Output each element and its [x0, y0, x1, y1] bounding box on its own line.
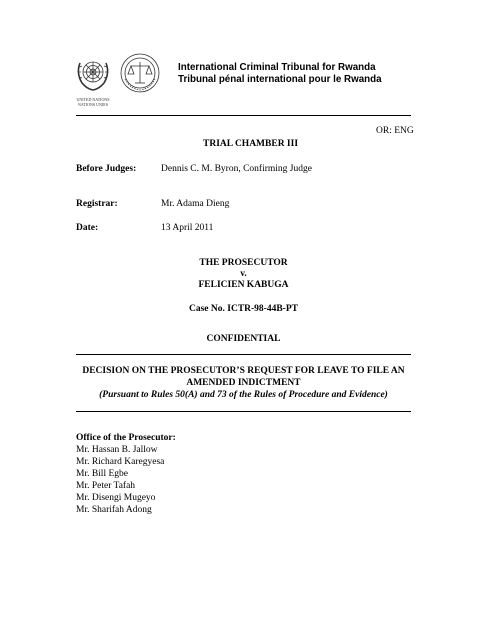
tribunal-name-fr: Tribunal pénal international pour le Rwanda — [178, 74, 382, 85]
un-caption-line2: NATIONS UNIES — [78, 102, 108, 107]
versus: v. — [240, 269, 247, 279]
list-item: Mr. Richard Karegyesa — [76, 457, 165, 467]
language-code: OR: ENG — [376, 126, 414, 136]
list-item: Mr. Hassan B. Jallow — [76, 445, 158, 455]
decision-title-line1: DECISION ON THE PROSECUTOR’S REQUEST FOR LEAVE TO FILE AN — [82, 366, 405, 376]
judges-label: Before Judges: — [76, 164, 137, 174]
date-value: 13 April 2011 — [161, 223, 214, 233]
judges-value: Dennis C. M. Byron, Confirming Judge — [161, 164, 312, 174]
list-item: Mr. Sharifah Adong — [76, 505, 152, 515]
chamber-heading: TRIAL CHAMBER III — [203, 139, 299, 149]
party-accused: FELICIEN KABUGA — [198, 280, 289, 290]
decision-title-line2: AMENDED INDICTMENT — [186, 378, 301, 388]
party-prosecutor: THE PROSECUTOR — [199, 258, 288, 268]
un-emblem-icon — [72, 53, 114, 95]
list-item: Mr. Disengi Mugeyo — [76, 493, 156, 503]
list-item: Mr. Bill Egbe — [76, 469, 128, 479]
classification: CONFIDENTIAL — [206, 334, 281, 344]
tribunal-name-en: International Criminal Tribunal for Rwanda — [178, 62, 376, 73]
un-caption-line1: UNITED NATIONS — [76, 97, 110, 102]
header-divider — [76, 115, 411, 116]
date-label: Date: — [76, 223, 99, 233]
ictr-seal-icon — [118, 51, 162, 95]
list-item: Mr. Peter Tafah — [76, 481, 136, 491]
decision-top-divider — [76, 354, 411, 355]
un-caption — [73, 97, 113, 107]
decision-bottom-divider — [76, 411, 411, 412]
decision-subtitle: (Pursuant to Rules 50(A) and 73 of the Rules of Procedure and Evidence) — [99, 390, 388, 400]
case-number: Case No. ICTR-98-44B-PT — [189, 304, 298, 314]
prosecutor-members-list — [76, 444, 164, 516]
registrar-value: Mr. Adama Dieng — [161, 199, 230, 209]
prosecutor-office-heading: Office of the Prosecutor: — [76, 433, 176, 443]
registrar-label: Registrar: — [76, 199, 118, 209]
